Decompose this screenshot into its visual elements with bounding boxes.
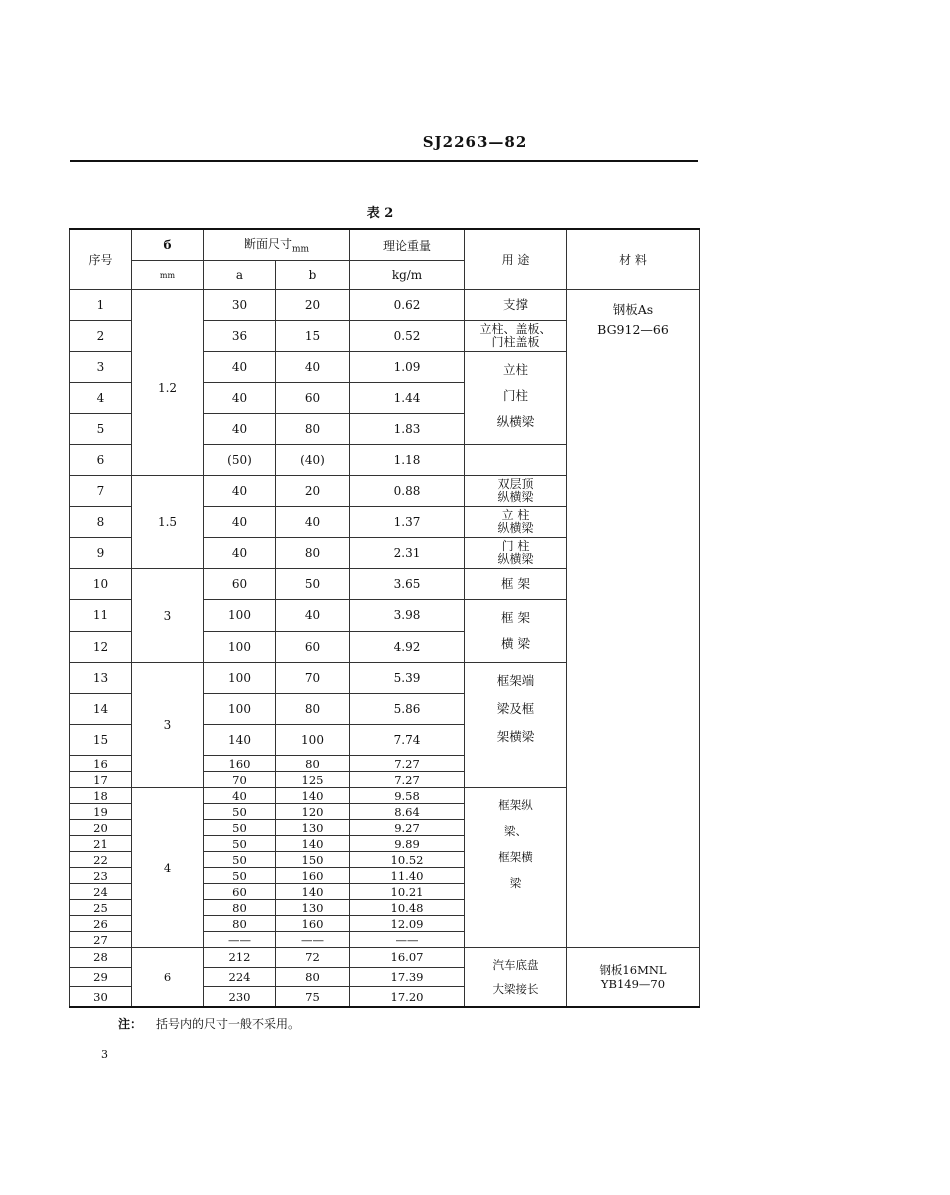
material-name: 钢板16MNL	[599, 963, 667, 977]
row-number: 22	[70, 852, 132, 868]
dimension-b: 130	[276, 900, 350, 916]
dimension-b: 160	[276, 916, 350, 932]
theoretical-weight: 1.44	[350, 383, 465, 414]
theoretical-weight: 2.31	[350, 538, 465, 569]
row-number: 23	[70, 868, 132, 884]
dimension-a: 224	[204, 967, 276, 987]
dimension-b: 140	[276, 836, 350, 852]
dimension-a: 80	[204, 916, 276, 932]
theoretical-weight: 16.07	[350, 948, 465, 968]
theoretical-weight: 10.21	[350, 884, 465, 900]
theoretical-weight: 12.09	[350, 916, 465, 932]
theoretical-weight: 7.27	[350, 772, 465, 788]
thickness-value: 4	[132, 788, 204, 948]
header-use: 用 途	[465, 229, 567, 290]
theoretical-weight: 0.62	[350, 290, 465, 321]
use-line: 立 柱	[501, 508, 530, 522]
dimension-a: 50	[204, 804, 276, 820]
row-number: 16	[70, 756, 132, 772]
footnote-label: 注：	[118, 1017, 143, 1031]
dimension-a: 36	[204, 321, 276, 352]
use-cell	[465, 476, 567, 507]
material-name: 钢板As	[612, 302, 654, 317]
use-line: 大梁接长	[492, 982, 539, 996]
dimension-b: ——	[276, 932, 350, 948]
material-cell	[567, 290, 700, 948]
use-cell	[465, 352, 567, 445]
use-line: 立柱、盖板、	[479, 322, 552, 336]
header-thickness-unit: mm	[132, 261, 204, 290]
use-line: 架横梁	[496, 729, 535, 744]
use-cell	[465, 788, 567, 948]
use-line: 立柱	[502, 362, 528, 377]
use-cell	[465, 321, 567, 352]
header-section-label: 断面尺寸	[243, 237, 292, 252]
dimension-a: 60	[204, 569, 276, 600]
row-number: 24	[70, 884, 132, 900]
theoretical-weight: 9.27	[350, 820, 465, 836]
theoretical-weight: 1.83	[350, 414, 465, 445]
row-number: 19	[70, 804, 132, 820]
dimension-a: 230	[204, 987, 276, 1007]
header-thickness: б	[132, 229, 204, 261]
row-number: 25	[70, 900, 132, 916]
use-line: 双层顶	[497, 477, 534, 491]
dimension-b: 70	[276, 663, 350, 694]
row-number: 30	[70, 987, 132, 1007]
dimension-a: 40	[204, 352, 276, 383]
row-number: 18	[70, 788, 132, 804]
dimension-a: 212	[204, 948, 276, 968]
use-line: 框架端	[496, 673, 535, 688]
theoretical-weight: 1.18	[350, 445, 465, 476]
theoretical-weight: 3.98	[350, 600, 465, 632]
row-number: 3	[70, 352, 132, 383]
theoretical-weight: 10.52	[350, 852, 465, 868]
dimension-a: (50)	[204, 445, 276, 476]
dimension-b: 60	[276, 383, 350, 414]
use-line: 门柱盖板	[491, 335, 540, 349]
dimension-a: 80	[204, 900, 276, 916]
dimension-b: 80	[276, 967, 350, 987]
use-line: 纵横梁	[497, 521, 534, 535]
use-line: 汽车底盘	[492, 958, 539, 972]
material-standard: BG912—66	[597, 322, 669, 337]
section-table	[69, 228, 700, 1008]
theoretical-weight: 5.86	[350, 694, 465, 725]
dimension-b: 125	[276, 772, 350, 788]
dimension-b: 15	[276, 321, 350, 352]
table-title: 表 2	[366, 206, 394, 221]
theoretical-weight: 1.37	[350, 507, 465, 538]
use-line: 门 柱	[501, 539, 530, 553]
theoretical-weight: 7.74	[350, 725, 465, 756]
row-number: 6	[70, 445, 132, 476]
theoretical-weight: 8.64	[350, 804, 465, 820]
theoretical-weight: 0.52	[350, 321, 465, 352]
footnote-text: 括号内的尺寸一般不采用。	[156, 1017, 301, 1031]
dimension-b: 60	[276, 631, 350, 663]
theoretical-weight: 17.20	[350, 987, 465, 1007]
dimension-a: 40	[204, 414, 276, 445]
thickness-value: 6	[132, 948, 204, 1008]
row-number: 27	[70, 932, 132, 948]
thickness-value: 3	[132, 663, 204, 788]
use-cell	[465, 600, 567, 663]
dimension-a: 40	[204, 476, 276, 507]
row-number: 28	[70, 948, 132, 968]
dimension-a: 70	[204, 772, 276, 788]
use-cell	[465, 507, 567, 538]
use-line: 梁及框	[496, 701, 535, 716]
material-standard: YB149—70	[600, 977, 666, 991]
dimension-b: 130	[276, 820, 350, 836]
theoretical-weight: 9.89	[350, 836, 465, 852]
row-number: 2	[70, 321, 132, 352]
use-line: 纵横梁	[497, 490, 534, 504]
use-line: 框架横	[498, 850, 533, 864]
row-number: 7	[70, 476, 132, 507]
row-number: 5	[70, 414, 132, 445]
dimension-b: 72	[276, 948, 350, 968]
dimension-b: 120	[276, 804, 350, 820]
row-number: 26	[70, 916, 132, 932]
row-number: 29	[70, 967, 132, 987]
footnote	[118, 1015, 300, 1032]
use-line: 框架纵	[498, 798, 533, 812]
use-cell: 框 架	[465, 569, 567, 600]
use-line: 横 梁	[501, 636, 530, 651]
theoretical-weight: 17.39	[350, 967, 465, 987]
theoretical-weight: 4.92	[350, 631, 465, 663]
row-number: 15	[70, 725, 132, 756]
dimension-b: 40	[276, 507, 350, 538]
dimension-b: 80	[276, 756, 350, 772]
dimension-b: (40)	[276, 445, 350, 476]
dimension-b: 75	[276, 987, 350, 1007]
theoretical-weight: ——	[350, 932, 465, 948]
dimension-b: 140	[276, 884, 350, 900]
page-number: 3	[101, 1048, 108, 1061]
row-number: 8	[70, 507, 132, 538]
dimension-a: 100	[204, 600, 276, 632]
use-cell	[465, 538, 567, 569]
dimension-b: 100	[276, 725, 350, 756]
dimension-b: 80	[276, 538, 350, 569]
dimension-b: 40	[276, 600, 350, 632]
dimension-a: 50	[204, 868, 276, 884]
header-weight-unit: kg/m	[350, 261, 465, 290]
thickness-value: 1.2	[132, 290, 204, 476]
row-number: 17	[70, 772, 132, 788]
row-number: 1	[70, 290, 132, 321]
use-cell	[465, 663, 567, 788]
dimension-a: 160	[204, 756, 276, 772]
table-row	[70, 290, 700, 321]
dimension-a: 50	[204, 852, 276, 868]
dimension-a: 40	[204, 383, 276, 414]
row-number: 11	[70, 600, 132, 632]
use-line: 梁	[509, 876, 522, 890]
use-cell: 支撑	[465, 290, 567, 321]
use-line: 框 架	[501, 610, 530, 625]
dimension-a: 50	[204, 820, 276, 836]
header-col-b: b	[276, 261, 350, 290]
dimension-a: 100	[204, 631, 276, 663]
dimension-b: 150	[276, 852, 350, 868]
thickness-value: 1.5	[132, 476, 204, 569]
dimension-b: 40	[276, 352, 350, 383]
theoretical-weight: 7.27	[350, 756, 465, 772]
header-section-unit: mm	[291, 244, 310, 255]
theoretical-weight: 5.39	[350, 663, 465, 694]
theoretical-weight: 9.58	[350, 788, 465, 804]
theoretical-weight: 11.40	[350, 868, 465, 884]
dimension-b: 80	[276, 694, 350, 725]
row-number: 4	[70, 383, 132, 414]
row-number: 10	[70, 569, 132, 600]
header-weight: 理论重量	[350, 229, 465, 261]
theoretical-weight: 1.09	[350, 352, 465, 383]
use-line: 门柱	[502, 388, 528, 403]
dimension-a: 50	[204, 836, 276, 852]
dimension-b: 20	[276, 476, 350, 507]
dimension-a: 30	[204, 290, 276, 321]
thickness-value: 3	[132, 569, 204, 663]
use-line: 纵横梁	[497, 552, 534, 566]
header-material: 材 料	[567, 229, 700, 290]
use-line: 梁、	[504, 824, 527, 838]
row-number: 20	[70, 820, 132, 836]
dimension-b: 80	[276, 414, 350, 445]
use-cell	[465, 948, 567, 1008]
dimension-a: 40	[204, 788, 276, 804]
row-number: 21	[70, 836, 132, 852]
dimension-a: 60	[204, 884, 276, 900]
theoretical-weight: 0.88	[350, 476, 465, 507]
header-row	[70, 229, 700, 261]
row-number: 9	[70, 538, 132, 569]
dimension-a: 100	[204, 694, 276, 725]
header-col-a: a	[204, 261, 276, 290]
dimension-a: ——	[204, 932, 276, 948]
document-code: SJ2263—82	[422, 133, 528, 151]
table-row	[70, 948, 700, 968]
header-rule	[70, 160, 698, 162]
dimension-b: 50	[276, 569, 350, 600]
row-number: 14	[70, 694, 132, 725]
header-section	[204, 229, 350, 261]
theoretical-weight: 10.48	[350, 900, 465, 916]
dimension-a: 40	[204, 507, 276, 538]
use-cell	[465, 445, 567, 476]
dimension-b: 20	[276, 290, 350, 321]
row-number: 13	[70, 663, 132, 694]
use-line: 纵横梁	[496, 414, 535, 429]
theoretical-weight: 3.65	[350, 569, 465, 600]
dimension-b: 140	[276, 788, 350, 804]
row-number: 12	[70, 631, 132, 663]
header-seq: 序号	[70, 229, 132, 290]
dimension-a: 100	[204, 663, 276, 694]
dimension-a: 40	[204, 538, 276, 569]
material-cell	[567, 948, 700, 1008]
dimension-a: 140	[204, 725, 276, 756]
dimension-b: 160	[276, 868, 350, 884]
